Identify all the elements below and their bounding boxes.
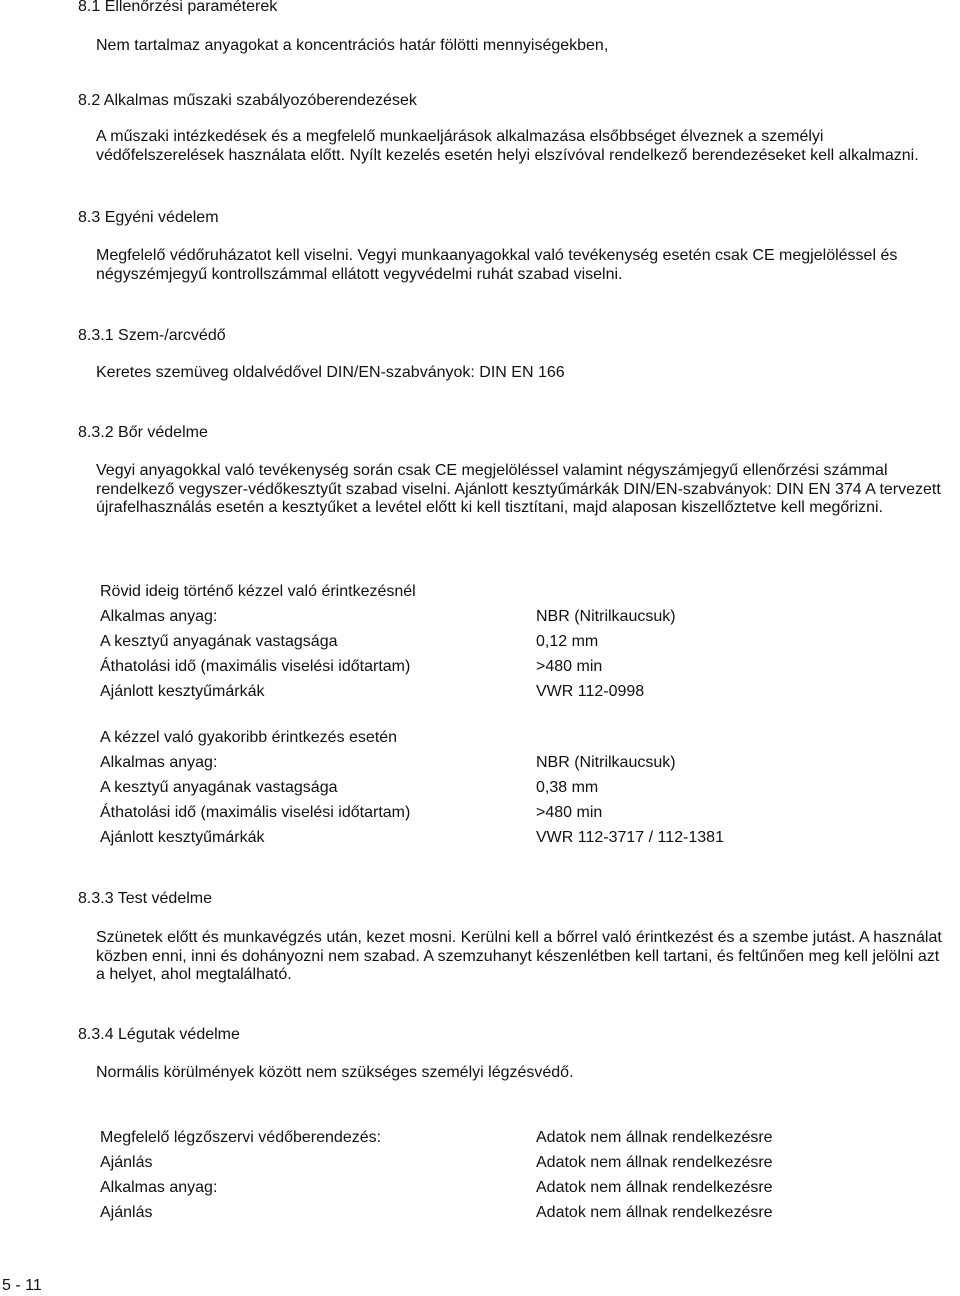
section-8-3-3-heading: 8.3.3 Test védelme (78, 890, 213, 907)
respiratory-row-label: Ajánlás (100, 1204, 153, 1221)
respiratory-row-value: Adatok nem állnak rendelkezésre (536, 1204, 773, 1221)
section-8-3-1-heading: 8.3.1 Szem-/arcvédő (78, 327, 226, 344)
glove-frequent-row-label: Alkalmas anyag: (100, 754, 218, 771)
section-8-3-4-heading: 8.3.4 Légutak védelme (78, 1026, 240, 1043)
glove-frequent-row-value: VWR 112-3717 / 112-1381 (536, 829, 724, 846)
section-8-1-text: Nem tartalmaz anyagokat a koncentrációs határ fölötti mennyiségekben, (96, 37, 609, 54)
section-8-3-1-text: Keretes szemüveg oldalvédővel DIN/EN-szabványok: DIN EN 166 (96, 364, 565, 381)
section-8-3-4-text: Normális körülmények között nem szükséges személyi légzésvédő. (96, 1064, 574, 1081)
section-8-2-heading: 8.2 Alkalmas műszaki szabályozóberendezések (78, 92, 417, 109)
glove-short-row-label: Áthatolási idő (maximális viselési időtartam) (100, 658, 411, 675)
glove-short-row-value: >480 min (536, 658, 603, 675)
respiratory-row-value: Adatok nem állnak rendelkezésre (536, 1154, 773, 1171)
glove-frequent-row-label: Áthatolási idő (maximális viselési időtartam) (100, 804, 411, 821)
section-8-2-text: A műszaki intézkedések és a megfelelő munkaeljárások alkalmazása elsőbbséget élveznek a személyi védőfelszerelések használata előtt. Nyílt kezelés esetén helyi elszívóval rendelkező berendezéseket kell alkalmazni. (96, 128, 919, 164)
glove-frequent-row-value: 0,38 mm (536, 779, 599, 796)
glove-short-row-label: Alkalmas anyag: (100, 608, 218, 625)
glove-short-row-value: NBR (Nitrilkaucsuk) (536, 608, 676, 625)
glove-frequent-row-value: NBR (Nitrilkaucsuk) (536, 754, 676, 771)
glove-frequent-row-label: Ajánlott kesztyűmárkák (100, 829, 265, 846)
glove-short-row-value: VWR 112-0998 (536, 683, 645, 700)
section-8-3-3-text: Szünetek előtt és munkavégzés után, kezet mosni. Kerülni kell a bőrrel való érintkezést és a szembe jutást. A használat közben enni, inni és dohányozni nem szabad. A szemzuhanyt készenlétben kell tartani, és feltűnően meg kell jelölni azt a helyet, ahol megtalálható. (96, 929, 942, 983)
section-8-3-2-heading: 8.3.2 Bőr védelme (78, 424, 208, 441)
glove-short-row-value: 0,12 mm (536, 633, 599, 650)
respiratory-row-label: Megfelelő légzőszervi védőberendezés: (100, 1129, 382, 1146)
respiratory-row-value: Adatok nem állnak rendelkezésre (536, 1129, 773, 1146)
glove-frequent-row-label: A kesztyű anyagának vastagsága (100, 779, 338, 796)
glove-short-row-label: A kesztyű anyagának vastagsága (100, 633, 338, 650)
respiratory-row-label: Alkalmas anyag: (100, 1179, 218, 1196)
glove-frequent-row-value: >480 min (536, 804, 603, 821)
page-number: 5 - 11 (2, 1277, 42, 1294)
glove-short-row-label: Ajánlott kesztyűmárkák (100, 683, 265, 700)
glove-frequent-title: A kézzel való gyakoribb érintkezés esetén (100, 729, 398, 746)
section-8-1-heading: 8.1 Ellenőrzési paraméterek (78, 0, 278, 15)
section-8-3-heading: 8.3 Egyéni védelem (78, 209, 219, 226)
section-8-3-text: Megfelelő védőruházatot kell viselni. Vegyi munkaanyagokkal való tevékenység esetén csak CE megjelöléssel és négyszémjegyű kontrollszámmal ellátott vegyvédelmi ruhát szabad viselni. (96, 247, 898, 283)
glove-short-title: Rövid ideig történő kézzel való érintkezésnél (100, 583, 416, 600)
respiratory-row-label: Ajánlás (100, 1154, 153, 1171)
respiratory-row-value: Adatok nem állnak rendelkezésre (536, 1179, 773, 1196)
section-8-3-2-text: Vegyi anyagokkal való tevékenység során csak CE megjelöléssel valamint négyszámjegyű ellenőrzési számmal rendelkező vegyszer-védőkesztyűt szabad viselni. Ajánlott kesztyűmárkák DIN/EN-szabványok: DIN EN 374 A tervezett újrafelhasználás esetén a kesztyűket a levétel előtt ki kell tisztítani, majd alaposan kiszellőztetve kell megőrizni. (96, 462, 941, 516)
